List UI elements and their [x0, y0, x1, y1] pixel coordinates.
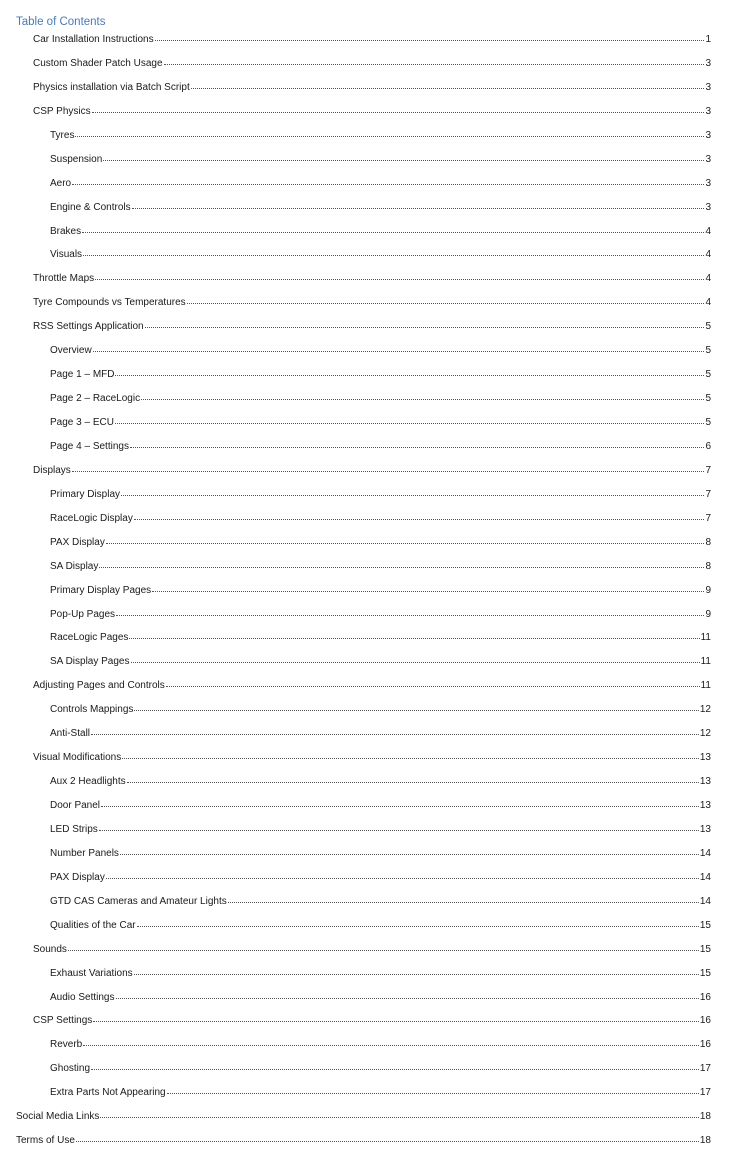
toc-entry-label: Qualities of the Car	[50, 919, 136, 931]
toc-entry-page-number: 18	[699, 1111, 711, 1123]
toc-entry-page-number: 4	[705, 249, 711, 261]
toc-entry-page-number: 13	[699, 823, 711, 835]
toc-entry-page-number: 14	[699, 847, 711, 859]
toc-dot-leader	[83, 1036, 699, 1047]
toc-dot-leader	[83, 246, 704, 257]
toc-entry[interactable]	[0, 103, 711, 127]
toc-entry-label: Number Panels	[50, 847, 119, 859]
toc-entry-label: CSP Settings	[33, 1015, 93, 1027]
toc-dot-leader	[91, 1060, 699, 1071]
toc-entry-label: Page 3 – ECU	[50, 417, 114, 428]
toc-entry-page-number: 9	[705, 608, 711, 620]
toc-entry-page-number: 15	[699, 967, 711, 979]
toc-entry[interactable]	[0, 893, 711, 917]
toc-dot-leader	[166, 677, 700, 688]
toc-title: Table of Contents	[16, 16, 106, 28]
toc-entry[interactable]	[0, 246, 711, 270]
toc-entry-label: Physics installation via Batch Script	[33, 81, 190, 93]
toc-entry-label: Ghosting	[50, 1063, 91, 1075]
toc-entry[interactable]	[0, 414, 711, 438]
toc-dot-leader	[72, 175, 704, 186]
toc-entry-label: Page 2 – RaceLogic	[50, 393, 141, 405]
toc-entry-page-number: 3	[705, 201, 711, 213]
toc-dot-leader	[101, 797, 699, 808]
toc-dot-leader	[129, 629, 699, 640]
toc-dot-leader	[130, 438, 704, 449]
toc-entry[interactable]	[0, 821, 711, 845]
toc-dot-leader	[191, 79, 705, 90]
toc-entry-label: Aux 2 Headlights	[50, 776, 126, 788]
toc-entry-page-number: 3	[705, 177, 711, 189]
toc-entry[interactable]	[0, 1132, 711, 1156]
toc-entry[interactable]	[0, 1084, 711, 1108]
toc-entry-label: PAX Display	[50, 536, 105, 548]
toc-dot-leader	[82, 223, 704, 234]
toc-dot-leader	[68, 941, 699, 952]
toc-entry-page-number: 7	[705, 464, 711, 476]
toc-entry-page-number: 16	[699, 1015, 711, 1027]
toc-dot-leader	[137, 917, 699, 928]
toc-dot-leader	[72, 462, 705, 473]
toc-entry-page-number: 3	[705, 57, 711, 69]
toc-entry-page-number: 7	[705, 512, 711, 524]
toc-entry[interactable]	[0, 390, 711, 414]
toc-dot-leader	[134, 701, 699, 712]
toc-entry-label: Visual Modifications	[33, 752, 122, 764]
toc-dot-leader	[131, 653, 700, 664]
toc-entry-page-number: 5	[705, 369, 711, 381]
toc-entry-page-number: 12	[699, 728, 711, 740]
toc-entry-label: Throttle Maps	[33, 273, 95, 285]
toc-entry-label: PAX Display	[50, 871, 105, 883]
toc-dot-leader	[115, 414, 705, 425]
toc-entry-label: Tyre Compounds vs Temperatures	[33, 297, 186, 309]
toc-entry[interactable]	[0, 342, 711, 366]
toc-entry[interactable]	[0, 55, 711, 79]
toc-entry[interactable]	[0, 773, 711, 797]
toc-dot-leader	[99, 821, 699, 832]
toc-entry[interactable]	[0, 534, 711, 558]
toc-entry[interactable]	[0, 989, 711, 1013]
toc-entry-label: CSP Physics	[33, 105, 91, 117]
toc-entry-label: RaceLogic Pages	[50, 632, 129, 644]
toc-entry-page-number: 13	[699, 800, 711, 811]
toc-dot-leader	[141, 390, 704, 401]
toc-entry[interactable]	[0, 845, 711, 869]
toc-entry-page-number: 5	[705, 393, 711, 405]
toc-entry-label: Anti-Stall	[50, 728, 91, 740]
toc-entry[interactable]	[0, 941, 711, 965]
toc-entry[interactable]	[0, 270, 711, 294]
toc-entry-label: Audio Settings	[50, 991, 115, 1003]
toc-entry-page-number: 14	[699, 895, 711, 907]
toc-dot-leader	[127, 773, 699, 784]
toc-dot-leader	[106, 869, 699, 880]
toc-entry-label: RSS Settings Application	[33, 321, 144, 333]
toc-entry-page-number: 3	[705, 105, 711, 117]
toc-entry-label: GTD CAS Cameras and Amateur Lights	[50, 895, 227, 907]
toc-entry-page-number: 4	[705, 225, 711, 237]
toc-dot-leader	[116, 989, 699, 1000]
toc-entry[interactable]	[0, 701, 711, 725]
toc-dot-leader	[132, 199, 705, 210]
toc-entry[interactable]	[0, 31, 711, 55]
toc-entry-label: Overview	[50, 345, 92, 357]
toc-entry[interactable]	[0, 653, 711, 677]
toc-entry-page-number: 18	[699, 1135, 711, 1147]
toc-entry-label: Tyres	[50, 129, 75, 141]
toc-entry-page-number: 11	[700, 656, 711, 668]
toc-entry[interactable]	[0, 1036, 711, 1060]
toc-entry[interactable]	[0, 127, 711, 151]
toc-entry-label: Terms of Use	[16, 1135, 75, 1147]
toc-entry[interactable]	[0, 199, 711, 223]
toc-entry-page-number: 5	[705, 321, 711, 333]
toc-dot-leader	[75, 127, 704, 138]
toc-entry[interactable]	[0, 462, 711, 486]
toc-entry-page-number: 5	[705, 417, 711, 428]
toc-entry-page-number: 16	[699, 1039, 711, 1051]
toc-dot-leader	[93, 342, 705, 353]
toc-entry[interactable]	[0, 486, 711, 510]
toc-entry[interactable]	[0, 558, 711, 582]
toc-entry-label: Page 4 – Settings	[50, 440, 129, 452]
toc-entry-label: Primary Display Pages	[50, 584, 152, 596]
toc-dot-leader	[228, 893, 699, 904]
toc-dot-leader	[115, 366, 704, 377]
toc-entry[interactable]	[0, 749, 711, 773]
toc-entry-label: Door Panel	[50, 800, 101, 811]
toc-dot-leader	[92, 103, 705, 114]
toc-dot-leader	[95, 270, 704, 281]
toc-dot-leader	[134, 965, 699, 976]
toc-entry-page-number: 3	[705, 81, 711, 93]
toc-dot-leader	[187, 294, 705, 305]
toc-dot-leader	[122, 749, 699, 760]
toc-entry-page-number: 8	[705, 560, 711, 572]
toc-dot-leader	[106, 534, 705, 545]
toc-entry-page-number: 11	[700, 680, 711, 692]
toc-entry[interactable]	[0, 917, 711, 941]
toc-entry[interactable]	[0, 223, 711, 247]
toc-entry-label: Social Media Links	[16, 1111, 100, 1123]
toc-dot-leader	[145, 318, 705, 329]
toc-entry-label: Visuals	[50, 249, 83, 261]
toc-entry[interactable]	[0, 79, 711, 103]
toc-dot-leader	[167, 1084, 699, 1095]
toc-entry[interactable]	[0, 677, 711, 701]
toc-entry-page-number: 1	[705, 34, 711, 45]
toc-entry[interactable]	[0, 151, 711, 175]
toc-entry-label: Exhaust Variations	[50, 967, 133, 979]
toc-entry-page-number: 15	[699, 943, 711, 955]
toc-entry-page-number: 3	[705, 153, 711, 165]
toc-dot-leader	[93, 1012, 699, 1023]
toc-entry[interactable]	[0, 366, 711, 390]
toc-dot-leader	[152, 582, 704, 593]
toc-entry-label: Controls Mappings	[50, 704, 134, 716]
toc-entry-label: Engine & Controls	[50, 201, 131, 213]
toc-entry-page-number: 9	[705, 584, 711, 596]
toc-entry[interactable]	[0, 1012, 711, 1036]
toc-dot-leader	[91, 725, 699, 736]
toc-dot-leader	[121, 486, 704, 497]
toc-entry-page-number: 17	[699, 1063, 711, 1075]
toc-entry-label: Sounds	[33, 943, 67, 955]
toc-entry-page-number: 5	[705, 345, 711, 357]
toc-list	[0, 31, 741, 1156]
toc-entry[interactable]	[0, 797, 711, 821]
toc-entry-page-number: 8	[705, 536, 711, 548]
toc-entry-label: Pop-Up Pages	[50, 608, 116, 620]
toc-entry-page-number: 6	[705, 440, 711, 452]
toc-entry-label: SA Display Pages	[50, 656, 130, 668]
toc-dot-leader	[116, 606, 704, 617]
toc-dot-leader	[100, 1108, 699, 1119]
toc-entry-page-number: 11	[700, 632, 711, 644]
toc-entry-label: SA Display	[50, 560, 99, 572]
toc-entry-label: Displays	[33, 464, 71, 476]
toc-entry[interactable]	[0, 965, 711, 989]
toc-entry-page-number: 17	[699, 1087, 711, 1099]
toc-entry-page-number: 4	[705, 273, 711, 285]
toc-entry[interactable]	[0, 869, 711, 893]
toc-entry[interactable]	[0, 1108, 711, 1132]
toc-dot-leader	[164, 55, 705, 66]
toc-entry-label: RaceLogic Display	[50, 512, 133, 524]
toc-entry[interactable]	[0, 294, 711, 318]
toc-entry-label: Brakes	[50, 225, 82, 237]
toc-entry[interactable]	[0, 629, 711, 653]
toc-entry[interactable]	[0, 438, 711, 462]
toc-dot-leader	[76, 1132, 699, 1143]
toc-entry-label: LED Strips	[50, 823, 98, 835]
toc-entry[interactable]	[0, 1060, 711, 1084]
toc-entry-label: Reverb	[50, 1039, 83, 1051]
toc-dot-leader	[120, 845, 699, 856]
toc-entry[interactable]	[0, 606, 711, 630]
toc-dot-leader	[134, 510, 705, 521]
toc-entry-label: Primary Display	[50, 488, 121, 500]
toc-entry[interactable]	[0, 725, 711, 749]
toc-entry-label: Extra Parts Not Appearing	[50, 1087, 166, 1099]
toc-entry-page-number: 3	[705, 129, 711, 141]
toc-entry-page-number: 12	[699, 704, 711, 716]
toc-dot-leader	[155, 31, 705, 42]
toc-entry[interactable]	[0, 318, 711, 342]
toc-entry[interactable]	[0, 510, 711, 534]
toc-dot-leader	[99, 558, 704, 569]
toc-entry-label: Suspension	[50, 153, 103, 165]
toc-entry[interactable]	[0, 582, 711, 606]
toc-entry-page-number: 14	[699, 871, 711, 883]
toc-entry-page-number: 16	[699, 991, 711, 1003]
toc-entry-label: Page 1 – MFD	[50, 369, 115, 381]
toc-entry-label: Aero	[50, 177, 72, 189]
toc-entry-label: Adjusting Pages and Controls	[33, 680, 165, 692]
toc-entry-page-number: 13	[699, 752, 711, 764]
toc-dot-leader	[103, 151, 704, 162]
toc-entry-page-number: 7	[705, 488, 711, 500]
toc-entry-page-number: 15	[699, 919, 711, 931]
toc-entry-page-number: 13	[699, 776, 711, 788]
toc-entry-label: Custom Shader Patch Usage	[33, 57, 163, 69]
toc-entry-label: Car Installation Instructions	[33, 34, 154, 45]
toc-entry-page-number: 4	[705, 297, 711, 309]
toc-entry[interactable]	[0, 175, 711, 199]
